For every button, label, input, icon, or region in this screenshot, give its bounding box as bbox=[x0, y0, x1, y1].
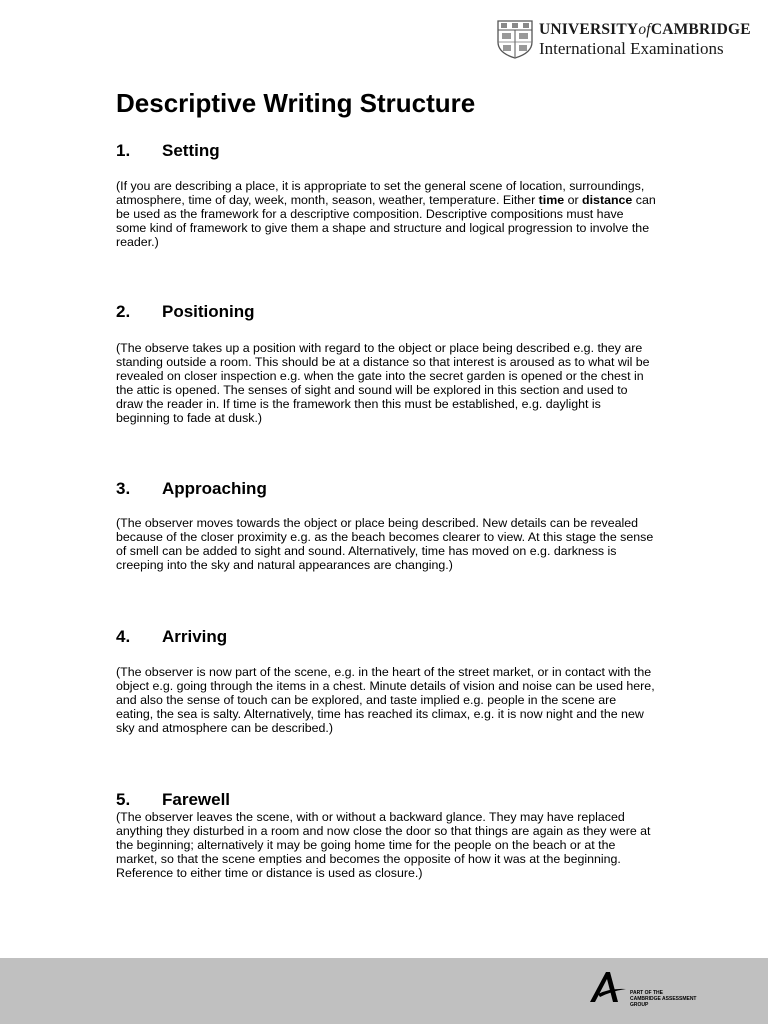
university-wordmark bbox=[539, 20, 751, 59]
section-body: (The observer moves towards the object or place being described. New details can be revealed because of the closer proximity e.g. as the beach becomes clearer to view. At this stage the sense of smell can be added to sight and sound. Alternatively, time has moved on e.g. darkness is creeping into the sky and natural appearances are changing.) bbox=[116, 516, 654, 572]
section-setting bbox=[116, 141, 656, 249]
cambridge-assessment-a-icon bbox=[588, 970, 628, 1004]
section-approaching bbox=[116, 479, 656, 572]
section-farewell bbox=[116, 790, 656, 880]
section-heading: 4. Arriving bbox=[116, 627, 228, 646]
university-name: UNIVERSITYofCAMBRIDGE bbox=[539, 21, 751, 38]
cambridge-assessment-logo bbox=[588, 970, 748, 1010]
section-heading: 5. Farewell bbox=[116, 790, 231, 809]
university-logo bbox=[497, 20, 768, 60]
department-name: International Examinations bbox=[539, 39, 724, 58]
university-crest-icon bbox=[497, 20, 533, 59]
section-body: (The observer is now part of the scene, e.g. in the heart of the street market, or in contact with the object e.g. going through the items in a chest. Minute details of vision and noise can be used here, and also the sense of touch can be explored, and taste implied e.g. people in the scene are eating, the sea is salty. Alternatively, time has reached its climax, e.g. it is now night and the new sky and atmosphere can be described.) bbox=[116, 665, 655, 735]
page-title: Descriptive Writing Structure bbox=[116, 88, 476, 118]
cambridge-assessment-text: PART OF THE CAMBRIDGE ASSESSMENT GROUP bbox=[630, 990, 697, 1008]
section-body: (The observe takes up a position with regard to the object or place being described e.g. they are standing outside a room. This should be at a distance so that interest is aroused as to what wil be revealed on closer inspection e.g. when the gate into the secret garden is opened or the chest in the attic is opened. The senses of sight and sound will be explored in this section and used to draw the reader in. If time is the framework then this must be established, e.g. daylight is beginning to fade at dusk.) bbox=[116, 341, 650, 425]
section-arriving bbox=[116, 627, 656, 735]
section-positioning bbox=[116, 302, 656, 425]
section-heading: 3. Approaching bbox=[116, 479, 267, 498]
section-body: (If you are describing a place, it is appropriate to set the general scene of location, surroundings, atmosphere, time of day, week, month, season, weather, temperature. Either time or distance can be used as the framework for a descriptive composition. Descriptive compositions must have some kind of framework to give them a shape and structure and logical progression to involve the reader.) bbox=[116, 179, 656, 249]
section-heading: 1. Setting bbox=[116, 141, 220, 160]
section-heading: 2. Positioning bbox=[116, 302, 255, 321]
page-footer bbox=[0, 958, 768, 1024]
section-body: (The observer leaves the scene, with or without a backward glance. They may have replaced anything they disturbed in a room and now close the door so that things are again as they were at the beginning; alternatively it may be going home time for the people on the beach or at the market, so that the scene empties and becomes the opposite of how it was at the beginning. Reference to either time or distance is used as closure.) bbox=[116, 810, 651, 880]
